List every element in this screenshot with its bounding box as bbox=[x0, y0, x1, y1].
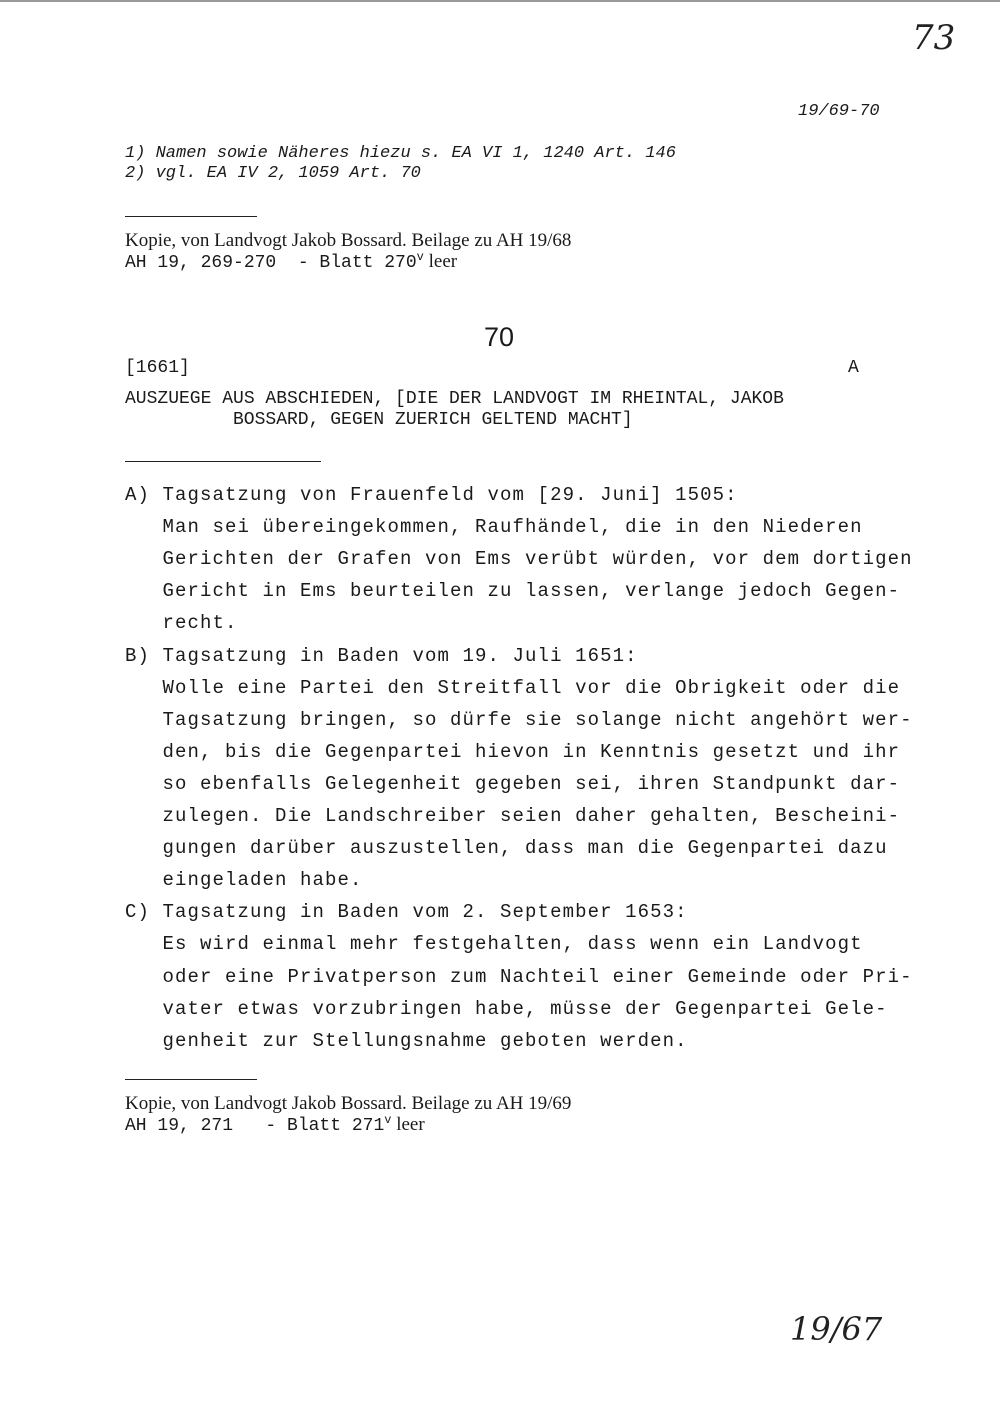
document-date: [1661] bbox=[125, 358, 190, 378]
body-line: Tagsatzung bringen, so dürfe sie solange nicht angehört wer- bbox=[125, 709, 913, 731]
source2-line-1: Kopie, von Landvogt Jakob Bossard. Beilage zu AH 19/69 bbox=[125, 1093, 572, 1114]
separator-rule bbox=[125, 216, 257, 217]
body-line: C) Tagsatzung in Baden vom 2. September 1653: bbox=[125, 901, 688, 923]
body-line: eingeladen habe. bbox=[125, 869, 363, 891]
body-line: den, bis die Gegenpartei hievon in Kenntnis gesetzt und ihr bbox=[125, 741, 901, 763]
handwritten-archive-number: 19/67 bbox=[790, 1310, 883, 1348]
source-line-2 bbox=[125, 250, 457, 273]
document-letter: A bbox=[848, 358, 859, 378]
body-line: Man sei übereingekommen, Raufhändel, die in den Niederen bbox=[125, 516, 863, 538]
body-line: zulegen. Die Landschreiber seien daher gehalten, Bescheini- bbox=[125, 805, 901, 827]
source-line-2-suffix: leer bbox=[423, 251, 458, 272]
separator-rule-bottom bbox=[125, 1079, 257, 1080]
document-title-line-1: AUSZUEGE AUS ABSCHIEDEN, [DIE DER LANDVOGT IM RHEINTAL, JAKOB bbox=[125, 389, 784, 409]
body-line: gungen darüber auszustellen, dass man die Gegenpartei dazu bbox=[125, 837, 888, 859]
body-line: Gericht in Ems beurteilen zu lassen, verlange jedoch Gegen- bbox=[125, 580, 901, 602]
footnote-2: 2) vgl. EA IV 2, 1059 Art. 70 bbox=[125, 164, 421, 183]
footnote-1: 1) Namen sowie Näheres hiezu s. EA VI 1, 1240 Art. 146 bbox=[125, 144, 676, 163]
body-line: vater etwas vorzubringen habe, müsse der Gegenpartei Gele- bbox=[125, 998, 888, 1020]
handwritten-page-number: 73 bbox=[912, 18, 956, 58]
body-line: so ebenfalls Gelegenheit gegeben sei, ihren Standpunkt dar- bbox=[125, 773, 901, 795]
source2-line-2-text: AH 19, 271 - Blatt 271 bbox=[125, 1116, 385, 1136]
body-line: recht. bbox=[125, 612, 238, 634]
source2-line-2-suffix: leer bbox=[391, 1114, 425, 1135]
body-line: A) Tagsatzung von Frauenfeld vom [29. Juni] 1505: bbox=[125, 484, 738, 506]
top-edge-line bbox=[0, 0, 1000, 2]
body-line: genheit zur Stellungsnahme geboten werden. bbox=[125, 1030, 688, 1052]
source-line-2-text: AH 19, 269-270 - Blatt 270 bbox=[125, 253, 417, 273]
document-number: 70 bbox=[484, 322, 515, 352]
verso-marker: v bbox=[416, 250, 424, 264]
document-title-line-2: BOSSARD, GEGEN ZUERICH GELTEND MACHT] bbox=[233, 410, 633, 430]
verso-marker-2: v bbox=[384, 1113, 392, 1127]
reference-number: 19/69-70 bbox=[798, 102, 880, 121]
body-line: B) Tagsatzung in Baden vom 19. Juli 1651: bbox=[125, 645, 638, 667]
body-line: oder eine Privatperson zum Nachteil einer Gemeinde oder Pri- bbox=[125, 966, 913, 988]
source2-line-2 bbox=[125, 1113, 425, 1136]
body-line: Es wird einmal mehr festgehalten, dass wenn ein Landvogt bbox=[125, 933, 863, 955]
source-line-1: Kopie, von Landvogt Jakob Bossard. Beilage zu AH 19/68 bbox=[125, 230, 572, 251]
body-line: Wolle eine Partei den Streitfall vor die Obrigkeit oder die bbox=[125, 677, 901, 699]
body-line: Gerichten der Grafen von Ems verübt würden, vor dem dortigen bbox=[125, 548, 913, 570]
title-underline bbox=[125, 461, 321, 462]
